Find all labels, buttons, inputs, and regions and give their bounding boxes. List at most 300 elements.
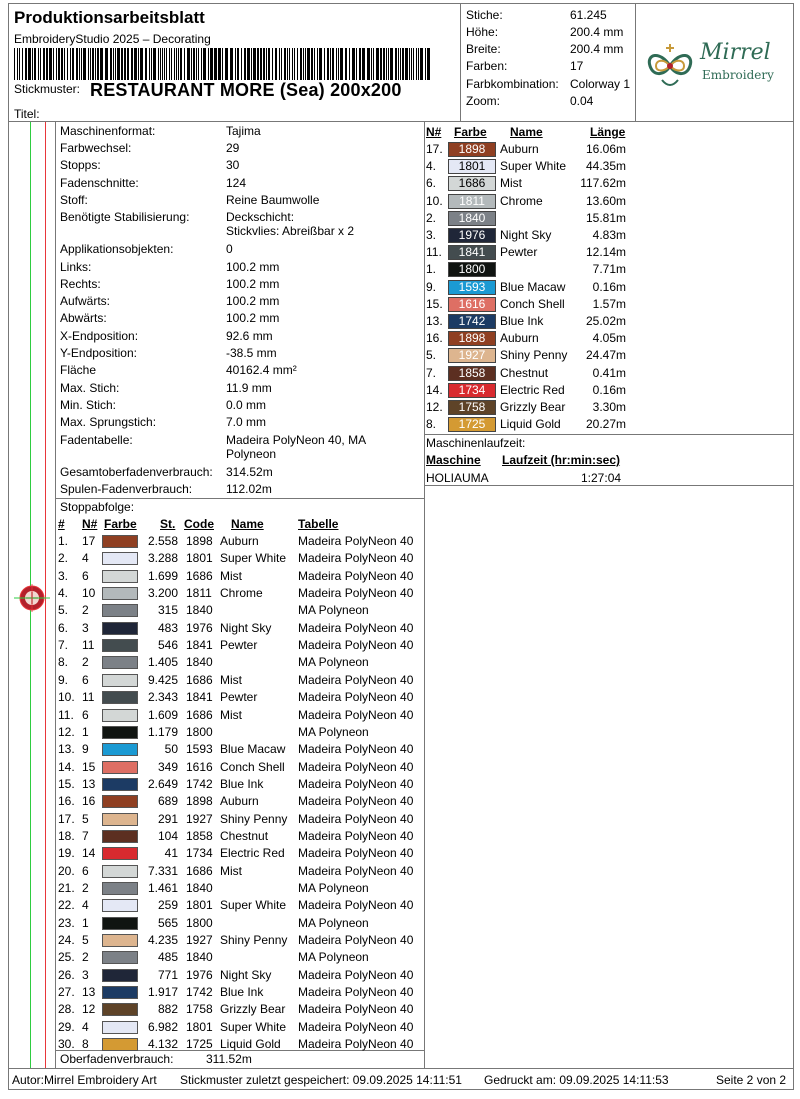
stop-index: 13. — [58, 742, 75, 757]
stop-row — [58, 707, 424, 724]
stop-stitch-count: 1.699 — [147, 568, 178, 583]
stop-color-number: 6 — [82, 863, 89, 878]
stop-row — [58, 689, 424, 706]
info-value: 112.02m — [226, 482, 272, 496]
info-label: Abwärts: — [60, 311, 107, 325]
col-header-code: Code — [184, 517, 214, 531]
thread-length: 24.47m — [585, 348, 626, 363]
color-swatch: 1927 — [448, 348, 496, 363]
color-table-row — [426, 330, 636, 347]
stop-code: 1593 — [186, 742, 213, 757]
col-header-stitches: St. — [160, 517, 176, 531]
thread-length: 15.81m — [585, 210, 626, 225]
footer-printed: Gedruckt am: 09.09.2025 14:11:53 — [484, 1073, 669, 1087]
stop-color-swatch — [102, 552, 138, 565]
stop-code: 1976 — [186, 620, 213, 635]
info-value: 0.0 mm — [226, 398, 267, 412]
stop-color-name: Super White — [220, 551, 287, 566]
col-header-n: N# — [426, 125, 442, 139]
thread-length: 0.16m — [592, 382, 626, 397]
stop-color-number: 13 — [82, 776, 96, 791]
stop-row — [58, 568, 424, 585]
stat-value: 200.4 mm — [570, 42, 624, 56]
stop-color-swatch — [102, 830, 138, 843]
stop-index: 9. — [58, 672, 69, 687]
stop-code: 1742 — [186, 776, 213, 791]
stop-row — [58, 637, 424, 654]
stop-color-swatch — [102, 726, 138, 739]
info-value: 100.2 mm — [226, 311, 280, 325]
stop-index: 27. — [58, 985, 75, 1000]
stop-stitch-count: 50 — [164, 742, 178, 757]
stop-row — [58, 585, 424, 602]
stop-color-name: Shiny Penny — [220, 811, 288, 826]
stop-row — [58, 724, 424, 741]
color-table-row — [426, 313, 636, 330]
stop-thread-table: Madeira PolyNeon 40 — [298, 742, 414, 757]
stop-row — [58, 776, 424, 793]
stat-label: Farbkombination: — [466, 77, 559, 91]
stop-color-swatch — [102, 709, 138, 722]
stop-index: 23. — [58, 915, 75, 930]
stop-color-swatch — [102, 656, 138, 669]
stop-code: 1801 — [186, 551, 213, 566]
color-table-row — [426, 296, 636, 313]
stop-code: 1811 — [186, 586, 212, 601]
stop-row — [58, 1001, 424, 1018]
stop-code: 1800 — [186, 915, 213, 930]
stop-stitch-count: 9.425 — [147, 672, 178, 687]
stop-index: 29. — [58, 1019, 75, 1034]
stop-stitch-count: 315 — [157, 603, 178, 618]
stop-index: 12. — [58, 724, 75, 739]
stop-code: 1725 — [186, 1037, 213, 1052]
stop-index: 25. — [58, 950, 75, 965]
stop-thread-table: Madeira PolyNeon 40 — [298, 638, 414, 653]
info-label: Spulen-Fadenverbrauch: — [60, 482, 193, 496]
col-header-n: N# — [82, 517, 98, 531]
thread-length: 16.06m — [585, 142, 626, 156]
stop-code: 1801 — [186, 1019, 213, 1034]
stop-color-name: Liquid Gold — [220, 1037, 281, 1052]
stop-thread-table: Madeira PolyNeon 40 — [298, 828, 414, 843]
color-number: 13. — [426, 314, 443, 328]
footer-page: Seite 2 von 2 — [716, 1073, 787, 1087]
stop-thread-table: Madeira PolyNeon 40 — [298, 985, 414, 1000]
color-swatch: 1800 — [448, 262, 496, 277]
stop-row — [58, 672, 424, 689]
color-swatch: 1976 — [448, 228, 496, 243]
stop-thread-table: Madeira PolyNeon 40 — [298, 672, 414, 687]
stop-color-number: 5 — [82, 933, 89, 948]
info-value: 29 — [226, 141, 240, 155]
color-name: Blue Macaw — [500, 279, 566, 294]
stop-color-swatch — [102, 622, 138, 635]
info-label: Links: — [60, 260, 92, 274]
stop-color-name: Blue Macaw — [220, 742, 286, 757]
color-number: 6. — [426, 176, 437, 191]
color-table-row — [426, 416, 636, 433]
stop-color-swatch — [102, 535, 138, 548]
stop-code: 1742 — [186, 985, 213, 1000]
stat-value: Colorway 1 — [570, 77, 631, 91]
stop-color-number: 16 — [82, 794, 96, 809]
stop-index: 21. — [58, 881, 75, 895]
col-header-table: Tabelle — [298, 517, 339, 531]
stop-stitch-count: 2.649 — [147, 776, 178, 791]
color-name: Auburn — [500, 331, 539, 346]
stop-stitch-count: 349 — [157, 759, 178, 774]
color-table-row — [426, 158, 636, 175]
barcode — [14, 48, 432, 80]
color-number: 5. — [426, 348, 437, 363]
stop-color-swatch — [102, 761, 138, 774]
stop-color-name: Night Sky — [220, 620, 272, 635]
stop-color-swatch — [102, 847, 138, 860]
stop-stitch-count: 546 — [157, 638, 178, 653]
info-label: X-Endposition: — [60, 329, 139, 343]
color-name: Shiny Penny — [500, 348, 568, 363]
info-label: Max. Sprungstich: — [60, 415, 157, 429]
stop-thread-table: Madeira PolyNeon 40 — [298, 811, 414, 826]
stat-label: Breite: — [466, 42, 501, 56]
footer-saved: Stickmuster zuletzt gespeichert: 09.09.2025 14:11:51 — [180, 1073, 462, 1087]
color-swatch: 1858 — [448, 366, 496, 381]
runtime-machine: HOLIAUMA — [426, 471, 489, 485]
stop-thread-table: Madeira PolyNeon 40 — [298, 759, 414, 774]
stop-row — [58, 1019, 424, 1036]
stop-stitch-count: 1.179 — [147, 724, 178, 739]
color-table-header — [426, 124, 636, 141]
stop-row — [58, 533, 424, 550]
stop-index: 16. — [58, 794, 75, 809]
stop-code: 1976 — [186, 967, 213, 982]
info-value: 100.2 mm — [226, 294, 280, 308]
color-number: 3. — [426, 228, 437, 242]
stop-thread-table: Madeira PolyNeon 40 — [298, 794, 414, 809]
stop-sequence-header — [58, 516, 424, 533]
color-number: 4. — [426, 159, 437, 174]
color-number: 10. — [426, 193, 443, 208]
stop-thread-table: Madeira PolyNeon 40 — [298, 863, 414, 878]
stop-row — [58, 602, 424, 619]
stop-stitch-count: 882 — [157, 1002, 178, 1017]
logo-subtext: Embroidery — [702, 68, 774, 82]
stop-row — [58, 811, 424, 828]
stop-stitch-count: 3.288 — [147, 551, 178, 566]
stop-stitch-count: 291 — [157, 811, 178, 826]
col-header-name: Name — [231, 517, 264, 531]
col-header-color: Farbe — [104, 517, 137, 531]
color-name: Chestnut — [500, 365, 549, 380]
stop-stitch-count: 771 — [157, 967, 178, 982]
stop-index: 19. — [58, 846, 75, 861]
stop-color-name: Night Sky — [220, 967, 272, 982]
info-value: 100.2 mm — [226, 277, 280, 291]
stop-color-swatch — [102, 1038, 138, 1051]
stop-color-swatch — [102, 986, 138, 999]
color-swatch: 1758 — [448, 400, 496, 415]
stop-thread-table: MA Polyneon — [298, 724, 369, 739]
color-name: Night Sky — [500, 228, 552, 242]
stop-thread-table: Madeira PolyNeon 40 — [298, 690, 414, 705]
stop-row — [58, 828, 424, 845]
design-name: RESTAURANT MORE (Sea) 200x200 — [90, 80, 402, 100]
stop-code: 1840 — [186, 655, 213, 670]
title-label: Titel: — [14, 107, 40, 121]
stop-color-number: 9 — [82, 742, 89, 757]
stop-color-name: Grizzly Bear — [220, 1002, 286, 1017]
stat-label: Stiche: — [466, 8, 503, 22]
stop-color-name: Auburn — [220, 534, 259, 548]
color-name: Electric Red — [500, 382, 565, 397]
thread-length: 4.05m — [592, 331, 626, 346]
color-swatch: 1734 — [448, 383, 496, 398]
stop-index: 2. — [58, 551, 69, 566]
thread-length: 0.16m — [592, 279, 626, 294]
stop-index: 28. — [58, 1002, 75, 1017]
logo-text: Mirrel — [700, 40, 771, 65]
thread-length: 4.83m — [592, 228, 626, 242]
info-value: Reine Baumwolle — [226, 193, 320, 207]
stop-color-number: 4 — [82, 1019, 89, 1034]
stop-stitch-count: 2.558 — [147, 534, 178, 548]
stop-color-number: 2 — [82, 950, 89, 965]
stop-color-swatch — [102, 778, 138, 791]
color-number: 2. — [426, 210, 437, 225]
thread-length: 12.14m — [585, 245, 626, 260]
stop-color-name: Blue Ink — [220, 776, 264, 791]
color-name: Conch Shell — [500, 296, 565, 311]
stop-stitch-count: 6.982 — [147, 1019, 178, 1034]
stat-value: 0.04 — [570, 94, 594, 108]
stop-code: 1801 — [186, 898, 213, 913]
stop-thread-table: Madeira PolyNeon 40 — [298, 967, 414, 982]
info-value: 30 — [226, 158, 240, 172]
stop-color-number: 1 — [82, 724, 89, 739]
stop-index: 1. — [58, 534, 69, 548]
stop-color-name: Pewter — [220, 690, 258, 705]
color-number: 11. — [426, 245, 442, 260]
info-label: Max. Stich: — [60, 381, 120, 395]
stop-index: 24. — [58, 933, 75, 948]
stop-code: 1734 — [186, 846, 213, 861]
stop-code: 1841 — [186, 690, 213, 705]
info-label: Stopps: — [60, 158, 101, 172]
stop-thread-table: Madeira PolyNeon 40 — [298, 551, 414, 566]
stop-thread-table: Madeira PolyNeon 40 — [298, 620, 414, 635]
stop-index: 4. — [58, 586, 69, 601]
stop-color-number: 12 — [82, 1002, 96, 1017]
stop-stitch-count: 1.461 — [147, 881, 178, 895]
stop-code: 1686 — [186, 707, 213, 722]
stop-code: 1927 — [186, 933, 213, 948]
stat-value: 200.4 mm — [570, 25, 624, 39]
stop-color-name: Mist — [220, 568, 242, 583]
color-number: 1. — [426, 262, 437, 277]
stop-row — [58, 741, 424, 758]
logo-ornament-icon — [642, 40, 698, 92]
runtime-time: 1:27:04 — [581, 471, 622, 485]
stop-row — [58, 932, 424, 949]
info-value: Tajima — [226, 124, 261, 138]
info-label: Stoff: — [60, 193, 88, 207]
stop-color-swatch — [102, 899, 138, 912]
color-name: Grizzly Bear — [500, 400, 566, 414]
stop-color-swatch — [102, 604, 138, 617]
stop-code: 1898 — [186, 534, 213, 548]
info-value: Madeira PolyNeon 40, MA — [226, 433, 367, 447]
stop-index: 3. — [58, 568, 69, 583]
stop-color-number: 10 — [82, 586, 96, 601]
stat-label: Farben: — [466, 59, 508, 73]
runtime-col-time: Laufzeit (hr:min:sec) — [502, 453, 621, 467]
color-name: Chrome — [500, 193, 543, 208]
stop-index: 14. — [58, 759, 75, 774]
stop-code: 1686 — [186, 568, 213, 583]
color-name: Mist — [500, 176, 522, 191]
stop-thread-table: Madeira PolyNeon 40 — [298, 1019, 414, 1034]
info-label: Fadentabelle: — [60, 433, 133, 447]
stop-index: 8. — [58, 655, 69, 670]
stop-color-swatch — [102, 691, 138, 704]
stop-stitch-count: 2.343 — [147, 690, 178, 705]
stop-row — [58, 897, 424, 914]
stop-color-name: Chrome — [220, 586, 263, 601]
info-label: Maschinenformat: — [60, 124, 156, 138]
color-number: 9. — [426, 279, 437, 294]
stop-stitch-count: 4.235 — [147, 933, 178, 948]
color-name: Auburn — [500, 142, 539, 156]
stop-index: 20. — [58, 863, 75, 878]
color-name: Pewter — [500, 245, 538, 260]
stop-index: 17. — [58, 811, 75, 826]
runtime-col-machine: Maschine — [426, 453, 481, 467]
stop-index: 5. — [58, 603, 69, 618]
color-swatch: 1801 — [448, 159, 496, 174]
stop-thread-table: MA Polyneon — [298, 655, 369, 670]
stop-color-name: Mist — [220, 707, 242, 722]
stop-index: 26. — [58, 967, 75, 982]
stop-code: 1927 — [186, 811, 213, 826]
stop-color-number: 3 — [82, 967, 89, 982]
software-subtitle: EmbroideryStudio 2025 – Decorating — [14, 32, 211, 46]
color-table-row — [426, 227, 636, 244]
thread-length: 20.27m — [585, 417, 626, 432]
stop-code: 1840 — [186, 881, 213, 895]
stop-color-swatch — [102, 882, 138, 895]
stop-row — [58, 550, 424, 567]
stop-color-name: Mist — [220, 863, 242, 878]
stop-thread-table: Madeira PolyNeon 40 — [298, 933, 414, 948]
info-value: 100.2 mm — [226, 260, 280, 274]
stop-color-number: 2 — [82, 881, 89, 895]
design-label: Stickmuster: — [14, 82, 81, 96]
stop-row — [58, 1036, 424, 1053]
info-value: 92.6 mm — [226, 329, 273, 343]
runtime-title: Maschinenlaufzeit: — [426, 436, 526, 450]
stop-code: 1616 — [186, 759, 213, 774]
stop-index: 15. — [58, 776, 75, 791]
color-number: 7. — [426, 365, 437, 380]
color-table-row — [426, 399, 636, 416]
thread-length: 3.30m — [592, 400, 626, 414]
stop-sequence-title: Stoppabfolge: — [60, 500, 135, 514]
info-label: Min. Stich: — [60, 398, 117, 412]
stop-color-swatch — [102, 674, 138, 687]
stop-color-number: 2 — [82, 655, 89, 670]
stop-row — [58, 915, 424, 932]
stop-stitch-count: 1.609 — [147, 707, 178, 722]
color-table-row — [426, 261, 636, 278]
thread-length: 1.57m — [592, 296, 626, 311]
thread-length: 7.71m — [592, 262, 626, 277]
stop-row — [58, 967, 424, 984]
stat-label: Zoom: — [466, 94, 501, 108]
stop-color-swatch — [102, 917, 138, 930]
stop-index: 7. — [58, 638, 69, 653]
stop-color-swatch — [102, 743, 138, 756]
color-table-row — [426, 175, 636, 192]
stop-color-number: 7 — [82, 828, 89, 843]
stop-color-name: Conch Shell — [220, 759, 285, 774]
stop-stitch-count: 485 — [157, 950, 178, 965]
stop-color-number: 4 — [82, 898, 89, 913]
stop-index: 18. — [58, 828, 75, 843]
stop-index: 22. — [58, 898, 75, 913]
stop-color-swatch — [102, 1003, 138, 1016]
color-swatch: 1616 — [448, 297, 496, 312]
stop-thread-table: Madeira PolyNeon 40 — [298, 586, 414, 601]
col-header-index: # — [58, 517, 65, 531]
color-name: Liquid Gold — [500, 417, 561, 432]
stop-stitch-count: 1.917 — [147, 985, 178, 1000]
info-label: Y-Endposition: — [60, 346, 137, 360]
info-value: 314.52m — [226, 465, 273, 479]
stop-row — [58, 880, 424, 897]
color-swatch: 1841 — [448, 245, 496, 260]
stop-row — [58, 654, 424, 671]
thread-length: 25.02m — [585, 314, 626, 328]
stop-color-swatch — [102, 865, 138, 878]
color-table-row — [426, 244, 636, 261]
color-number: 16. — [426, 331, 443, 346]
stop-code: 1800 — [186, 724, 213, 739]
stat-value: 17 — [570, 59, 584, 73]
info-value: 124 — [226, 176, 247, 190]
stat-label: Höhe: — [466, 25, 499, 39]
stop-code: 1840 — [186, 603, 213, 618]
stop-color-name: Pewter — [220, 638, 258, 653]
stop-index: 30. — [58, 1037, 75, 1052]
info-label: Farbwechsel: — [60, 141, 132, 155]
stop-index: 10. — [58, 690, 75, 705]
stop-thread-table: Madeira PolyNeon 40 — [298, 776, 414, 791]
stop-color-swatch — [102, 587, 138, 600]
col-header-color: Farbe — [454, 125, 487, 139]
stop-row — [58, 863, 424, 880]
stop-color-number: 13 — [82, 985, 96, 1000]
color-number: 8. — [426, 417, 437, 432]
design-preview-icon — [14, 580, 50, 616]
stop-stitch-count: 4.132 — [147, 1037, 178, 1052]
stop-color-number: 11 — [82, 638, 95, 653]
stop-stitch-count: 565 — [157, 915, 178, 930]
stop-code: 1898 — [186, 794, 213, 809]
upper-thread-total-value: 311.52m — [206, 1052, 252, 1066]
stop-color-name: Mist — [220, 672, 242, 687]
stop-color-swatch — [102, 969, 138, 982]
